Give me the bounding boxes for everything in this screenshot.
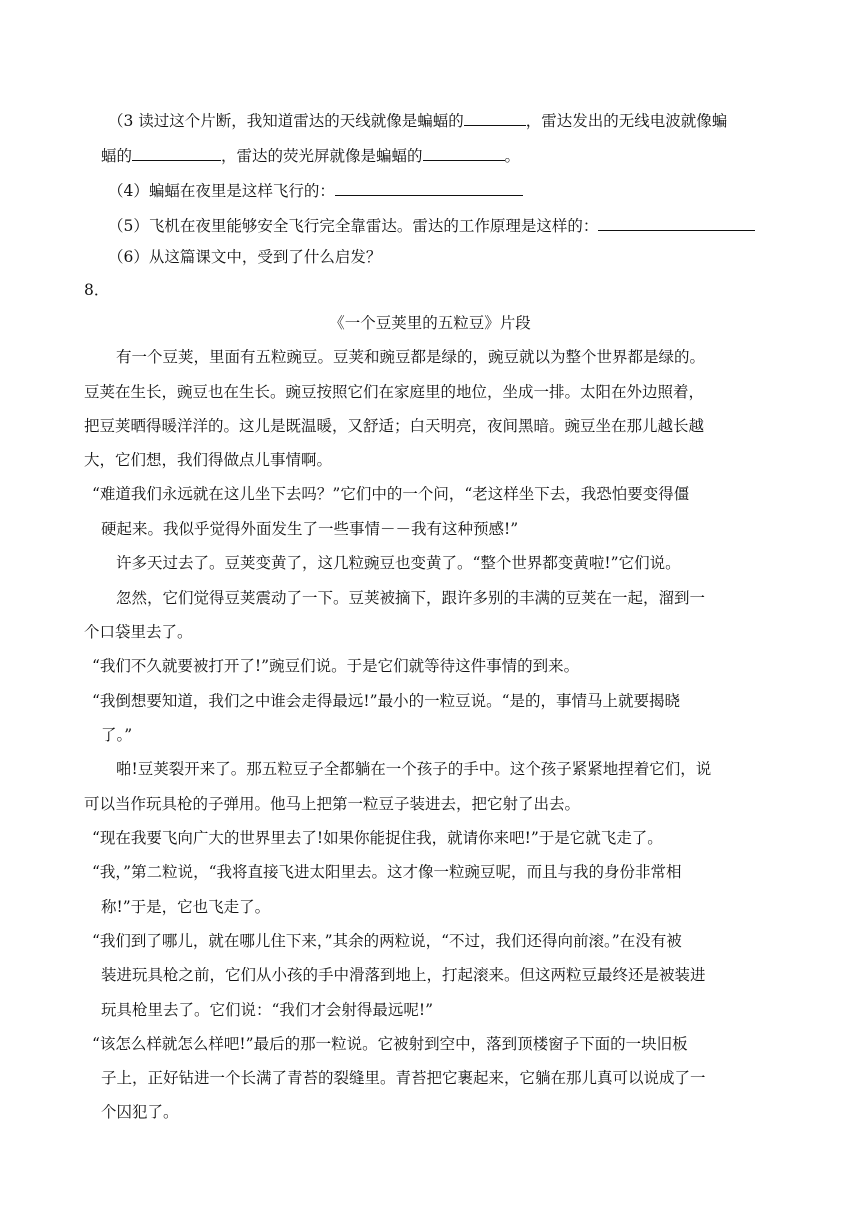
- answer-blank-screen[interactable]: [423, 143, 505, 161]
- passage-line: “难道我们永远就在这儿坐下去吗？”它们中的一个问，“老这样坐下去，我恐怕要变得僵: [92, 485, 690, 503]
- q7-item-4: [108, 178, 523, 200]
- passage-line: 有一个豆荚，里面有五粒豌豆。豆荚和豌豆都是绿的，豌豆就以为整个世界都是绿的。: [116, 348, 706, 366]
- q7-item-5-text: （5）飞机在夜里能够安全飞行完全靠雷达。雷达的工作原理是这样的：: [108, 217, 599, 235]
- passage-line: 称!”于是，它也飞走了。: [101, 898, 271, 916]
- passage-line: 可以当作玩具枪的子弹用。他马上把第一粒豆子装进去，把它射了出去。: [84, 795, 581, 813]
- q7-item-3-text-a: （3 读过这个片断，我知道雷达的天线就像是蝙蝠的: [108, 112, 464, 130]
- passage-line: “我，”第二粒说，“我将直接飞进太阳里去。这才像一粒豌豆呢，而且与我的身份非常相: [92, 863, 682, 881]
- passage-line: 了。”: [101, 726, 133, 744]
- passage-line: “我们到了哪儿，就在哪儿住下来，”其余的两粒说，“不过，我们还得向前滚。”在没有被: [92, 932, 682, 950]
- passage-line: “我们不久就要被打开了!”豌豆们说。于是它们就等待这件事情的到来。: [92, 657, 580, 675]
- q7-item-3-text-c: 蝠的: [101, 147, 133, 165]
- passage-line: 忽然，它们觉得豆荚震动了一下。豆荚被摘下，跟许多别的丰满的豆荚在一起，溜到一: [116, 589, 706, 607]
- q7-item-3-text-d: ，雷达的荧光屏就像是蝙蝠的: [221, 147, 423, 165]
- passage-line: 硬起来。我似乎觉得外面发生了一些事情－－我有这种预感!”: [101, 520, 519, 538]
- q8-passage-title: 《一个豆荚里的五粒豆》片段: [329, 314, 531, 332]
- answer-blank-antenna[interactable]: [464, 108, 526, 126]
- passage-line: 许多天过去了。豆荚变黄了，这几粒豌豆也变黄了。“整个世界都变黄啦!”它们说。: [116, 554, 681, 572]
- q7-item-3-line2: [101, 143, 520, 165]
- passage-line: 个囚犯了。: [101, 1103, 179, 1121]
- passage-line: 子上，正好钻进一个长满了青苔的裂缝里。青苔把它裹起来，它躺在那儿真可以说成了一: [101, 1069, 706, 1087]
- q7-item-5: [108, 213, 755, 235]
- passage-line: “我倒想要知道，我们之中谁会走得最远!”最小的一粒豆说。“是的，事情马上就要揭晓: [92, 692, 681, 710]
- q7-item-3-line1: [108, 108, 727, 130]
- passage-line: 玩具枪里去了。它们说：“我们才会射得最远呢!”: [101, 1001, 434, 1019]
- q7-item-6-text: （6）从这篇课文中，受到了什么启发？: [108, 248, 382, 266]
- passage-line: 大，它们想，我们得做点儿事情啊。: [84, 451, 333, 469]
- passage-line: 装进玩具枪之前，它们从小孩的手中滑落到地上，打起滚来。但这两粒豆最终还是被装进: [101, 966, 706, 984]
- answer-blank-bat-flight[interactable]: [335, 178, 523, 196]
- passage-line: 个口袋里去了。: [84, 623, 193, 641]
- answer-blank-radar-principle[interactable]: [598, 213, 755, 231]
- passage-line: 把豆荚晒得暖洋洋的。这儿是既温暖，又舒适；白天明亮，夜间黑暗。豌豆坐在那儿越长越: [84, 417, 705, 435]
- passage-line: 啪!豆荚裂开来了。那五粒豆子全都躺在一个孩子的手中。这个孩子紧紧地捏着它们，说: [116, 760, 712, 778]
- q7-item-6: [108, 246, 381, 268]
- q7-item-4-text: （4）蝙蝠在夜里是这样飞行的：: [108, 182, 335, 200]
- q7-item-3-text-e: 。: [504, 147, 521, 165]
- passage-line: “现在我要飞向广大的世界里去了!如果你能捉住我，就请你来吧!”于是它就飞走了。: [92, 829, 663, 847]
- q7-item-3-text-b: ，雷达发出的无线电波就像蝙: [525, 112, 728, 130]
- passage-line: “该怎么样就怎么样吧!”最后的那一粒说。它被射到空中，落到顶楼窗子下面的一块旧板: [92, 1035, 688, 1053]
- passage-line: 豆荚在生长，豌豆也在生长。豌豆按照它们在家庭里的地位，坐成一排。太阳在外边照着，: [84, 383, 705, 401]
- q8-number: 8．: [84, 281, 110, 299]
- answer-blank-radio-wave[interactable]: [132, 143, 221, 161]
